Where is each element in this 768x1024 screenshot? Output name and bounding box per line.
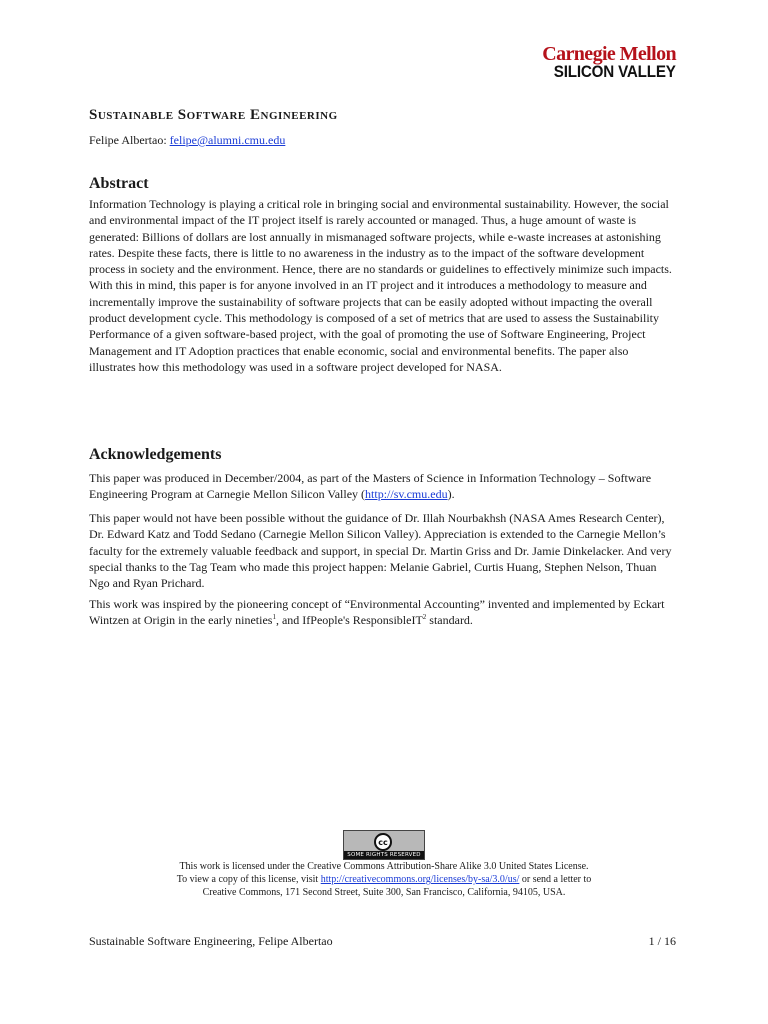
- license-notice: [100, 860, 668, 900]
- paper-title: Sustainable Software Engineering: [89, 107, 338, 123]
- license-line-2-tail: or send a letter to: [519, 874, 592, 886]
- byline: [89, 133, 285, 148]
- sv-cmu-link[interactable]: http://sv.cmu.edu: [365, 487, 448, 502]
- acknowledgements-paragraph-3: [89, 596, 679, 629]
- acknowledgements-heading: Acknowledgements: [89, 446, 222, 463]
- license-line-2: [100, 873, 668, 886]
- ack-p3-text-a: This work was inspired by the pioneering concept of “Environmental Accounting” invented and implemented by Eckart Wintzen at Origin in the early nineties: [89, 597, 665, 628]
- cc-license-link[interactable]: http://creativecommons.org/licenses/by-sa/3.0/us/: [320, 874, 520, 886]
- acknowledgements-paragraph-2: This paper would not have been possible without the guidance of Dr. Illah Nourbakhsh (NASA Ames Research Center), Dr. Edward Katz and Todd Sedano (Carnegie Mellon Silicon Valley). Appreciation is extended to the Carnegie Mellon’s faculty for the extremely valuable feedback and support, in special Dr. Martin Griss and Dr. Jamie Dinkelacker. And very special thanks to the Tag Team who made this project happen: Melanie Gabriel, Curtis Huang, Stephen Nelson, Thuan Ngo and Ryan Prichard.: [89, 511, 672, 591]
- page-number: 1 / 16: [648, 934, 676, 948]
- abstract-heading: Abstract: [89, 175, 149, 192]
- abstract-body: Information Technology is playing a critical role in bringing social and environmental sustainability. However, the social and environmental impact of the IT project itself is rarely accounted or managed. Thus, a huge amount of waste is generated: Billions of dollars are lost annually in mismanaged software projects, while e-waste increases at astonishing rates. Despite these facts, there is little to no awareness in the industry as to the impact of the software development process in society and the environment. Hence, there are no standards or guidelines to effectively minimize such impacts. With this in mind, this paper is for anyone involved in an IT project and it introduces a methodology to measure and incrementally improve the sustainability of software projects that can be easily adopted without impacting the overall product development cycle. This methodology is composed of a set of metrics that are used to assess the Sustainability Performance of a given software-based project, with the goal of promoting the use of Software Engineering, Project Management and IT Adoption practices that enable economic, social and environmental benefits. The paper also illustrates how this methodology was used in a software project developed for NASA.: [89, 197, 672, 374]
- author-email-link[interactable]: felipe@alumni.cmu.edu: [169, 133, 286, 147]
- footnote-ref-1[interactable]: 1: [272, 613, 276, 622]
- footnote-ref-2[interactable]: 2: [422, 613, 427, 622]
- ack-p3-text-c: standard.: [426, 613, 473, 628]
- acknowledgements-paragraph-1: [89, 470, 679, 503]
- logo-line-1: Carnegie Mellon: [542, 43, 676, 65]
- footer-running-title: Sustainable Software Engineering, Felipe Albertao: [89, 934, 333, 948]
- ack-p1-text: This paper was produced in December/2004, as part of the Masters of Science in Information Technology – Software Engineering Program at Carnegie Mellon Silicon Valley (: [89, 471, 652, 502]
- license-line-2-text: To view a copy of this license, visit: [176, 874, 321, 886]
- ack-p1-tail: ).: [447, 487, 455, 502]
- cc-icon: cc: [374, 833, 392, 851]
- creative-commons-badge[interactable]: [343, 830, 425, 860]
- logo-line-2: SILICON VALLEY: [554, 63, 676, 81]
- cmu-silicon-valley-logo: [542, 44, 676, 81]
- ack-p3-text-b: , and IfPeople's ResponsibleIT: [275, 613, 423, 628]
- author-name: Felipe Albertao:: [89, 133, 170, 147]
- license-line-1: This work is licensed under the Creative Commons Attribution-Share Alike 3.0 United States License.: [179, 861, 589, 872]
- cc-badge-text: SOME RIGHTS RESERVED: [344, 851, 424, 859]
- license-line-3: Creative Commons, 171 Second Street, Suite 300, San Francisco, California, 94105, USA.: [202, 887, 566, 899]
